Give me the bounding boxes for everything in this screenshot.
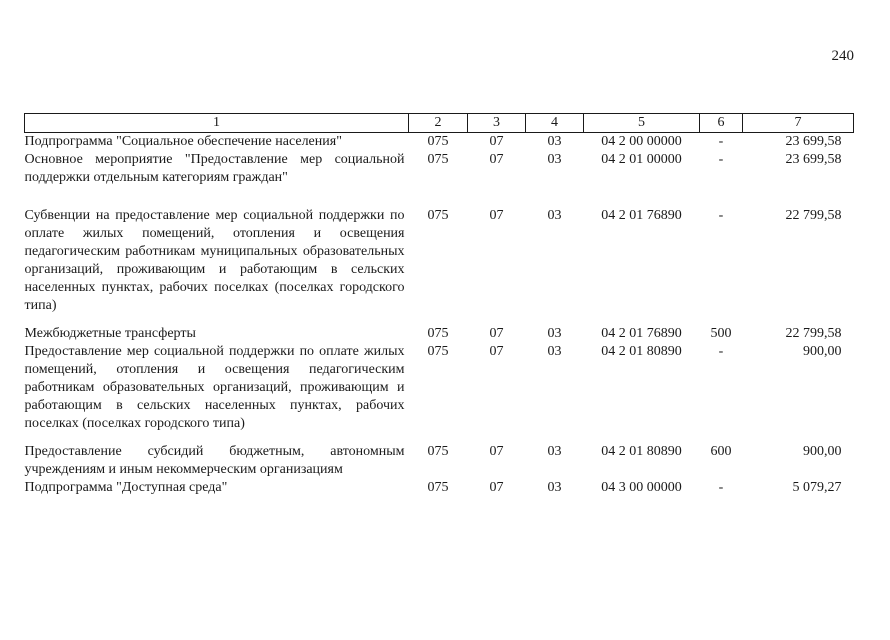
row-name: Межбюджетные трансферты [24, 326, 196, 341]
row-admin-code: 075 [427, 480, 449, 495]
page-number: 240 [831, 48, 854, 64]
row-target-article: 04 2 01 80890 [601, 444, 682, 459]
header-col-2: 2 [409, 114, 468, 133]
table-row [25, 151, 854, 187]
row-admin-code: 075 [427, 134, 449, 149]
row-name: Основное мероприятие "Предоставление мер социальной поддержки отдельным категориям граждан" [24, 152, 405, 185]
table-row [25, 443, 854, 479]
spacer-row [25, 433, 854, 443]
row-expense-type: - [718, 208, 724, 223]
row-name: Предоставление субсидий бюджетным, автономным учреждениям и иным некоммерческим организациям [24, 444, 405, 477]
table-row [25, 479, 854, 497]
row-amount: 23 699,58 [785, 152, 842, 167]
row-expense-type: - [718, 344, 724, 359]
header-col-6: 6 [700, 114, 743, 133]
row-name: Подпрограмма "Доступная среда" [24, 480, 228, 495]
row-expense-type: - [718, 152, 724, 167]
row-amount: 900,00 [803, 344, 842, 359]
row-subsection: 03 [547, 208, 562, 223]
row-subsection: 03 [547, 134, 562, 149]
table-row [25, 325, 854, 343]
table-header-row [25, 114, 854, 133]
row-amount: 22 799,58 [785, 208, 842, 223]
row-amount: 22 799,58 [785, 326, 842, 341]
row-target-article: 04 2 01 76890 [601, 208, 682, 223]
row-subsection: 03 [547, 480, 562, 495]
row-target-article: 04 3 00 00000 [601, 480, 682, 495]
row-admin-code: 075 [427, 152, 449, 167]
row-section: 07 [489, 344, 504, 359]
row-expense-type: 500 [710, 326, 732, 341]
header-col-4: 4 [526, 114, 584, 133]
row-subsection: 03 [547, 152, 562, 167]
row-section: 07 [489, 152, 504, 167]
row-section: 07 [489, 444, 504, 459]
row-admin-code: 075 [427, 208, 449, 223]
row-amount: 5 079,27 [792, 480, 842, 495]
header-col-7: 7 [743, 114, 854, 133]
row-admin-code: 075 [427, 326, 449, 341]
table-row [25, 207, 854, 315]
row-section: 07 [489, 480, 504, 495]
row-name: Субвенции на предоставление мер социальной поддержки по оплате жилых помещений, отопления и освещения педагогическим работникам муниципальных образовательных организаций, проживающим и работающим в сельских населенных пунктах, рабочих поселках (поселках городского типа) [24, 208, 405, 313]
row-admin-code: 075 [427, 444, 449, 459]
row-section: 07 [489, 208, 504, 223]
row-section: 07 [489, 134, 504, 149]
row-amount: 23 699,58 [785, 134, 842, 149]
table-row [25, 133, 854, 152]
spacer-row [25, 315, 854, 325]
row-subsection: 03 [547, 344, 562, 359]
budget-table [24, 113, 854, 497]
row-target-article: 04 2 01 80890 [601, 344, 682, 359]
row-expense-type: 600 [710, 444, 732, 459]
row-name: Предоставление мер социальной поддержки по оплате жилых помещений, отопления и освещения педагогическим работникам образовательных организаций, проживающим и работающим в сельских населенных пунктах, рабочих поселках (поселках городского типа) [24, 344, 405, 431]
row-expense-type: - [718, 134, 724, 149]
table-row [25, 343, 854, 433]
row-name: Подпрограмма "Социальное обеспечение населения" [24, 134, 342, 149]
row-subsection: 03 [547, 326, 562, 341]
header-col-5: 5 [584, 114, 700, 133]
row-admin-code: 075 [427, 344, 449, 359]
row-target-article: 04 2 01 00000 [601, 152, 682, 167]
header-col-3: 3 [468, 114, 526, 133]
row-amount: 900,00 [803, 444, 842, 459]
row-target-article: 04 2 00 00000 [601, 134, 682, 149]
header-col-1: 1 [25, 114, 409, 133]
row-target-article: 04 2 01 76890 [601, 326, 682, 341]
row-section: 07 [489, 326, 504, 341]
row-expense-type: - [718, 480, 724, 495]
spacer-row [25, 187, 854, 207]
row-subsection: 03 [547, 444, 562, 459]
